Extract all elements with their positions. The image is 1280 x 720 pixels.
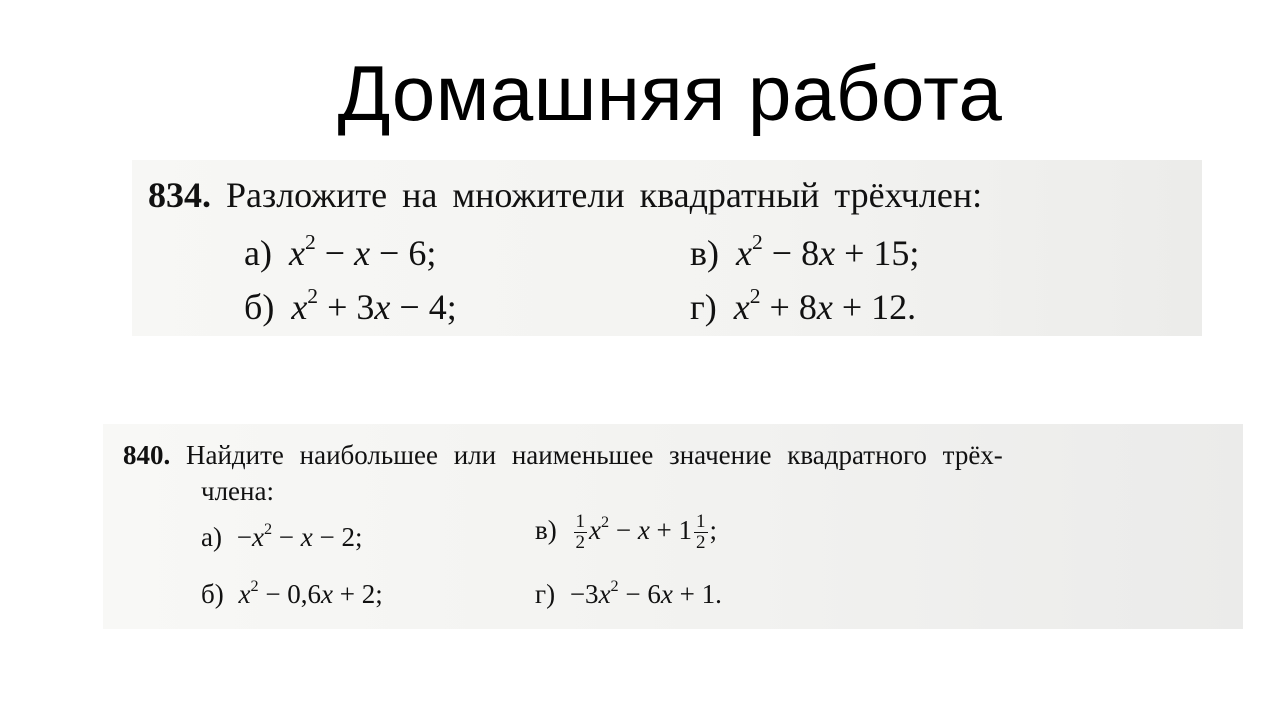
exercise-item-a (244, 229, 437, 274)
problem-840-heading (123, 440, 1003, 471)
expression: $\frac{1}{2}$ $x^2 - x + 1$ $\frac{1}{2}$ ; (575, 511, 718, 553)
item-label: б) (201, 579, 224, 609)
exercise-item-a (201, 519, 363, 553)
item-label: г) (535, 579, 556, 609)
item-label: а) (201, 522, 222, 552)
problem-834-scan (132, 160, 1202, 336)
problem-prompt: Разложите на множители квадратный трёхчлен: (226, 175, 983, 215)
problem-number: 840. (123, 440, 171, 470)
item-label: в) (535, 514, 557, 545)
problem-number: 834. (148, 175, 211, 215)
item-label: г) (690, 287, 717, 327)
problem-840-scan (103, 424, 1243, 629)
expression: $x^2 - 8x + 15$; (736, 229, 920, 273)
expression: $-3x^2 - 6x + 1$. (569, 576, 722, 609)
item-label: а) (244, 233, 272, 273)
expression: $x^2 - x - 6$; (288, 229, 437, 273)
exercise-item-g (690, 283, 917, 328)
fraction: $\frac{1}{2}$ (696, 511, 706, 553)
slide-title: Домашняя работа (337, 49, 1003, 137)
exercise-item-v (535, 512, 717, 553)
problem-prompt: Найдите наибольшее или наименьшее значение квадратного трёх- (186, 440, 1003, 470)
item-label: в) (690, 233, 719, 273)
exercise-item-b (201, 576, 383, 610)
expression: $-x^2 - x - 2$; (236, 519, 363, 552)
problem-834-heading (148, 174, 982, 216)
exercise-item-b (244, 283, 457, 328)
exercise-item-g (535, 576, 722, 610)
expression: $x^2 + 3x - 4$; (291, 283, 457, 327)
item-label: б) (244, 287, 275, 327)
problem-prompt-continued: члена: (201, 476, 274, 506)
expression: $x^2 + 8x + 12$. (733, 283, 917, 327)
expression: $x^2 - 0,6x + 2$; (238, 576, 383, 609)
exercise-item-v (690, 229, 920, 274)
fraction: $\frac{1}{2}$ (575, 511, 585, 553)
